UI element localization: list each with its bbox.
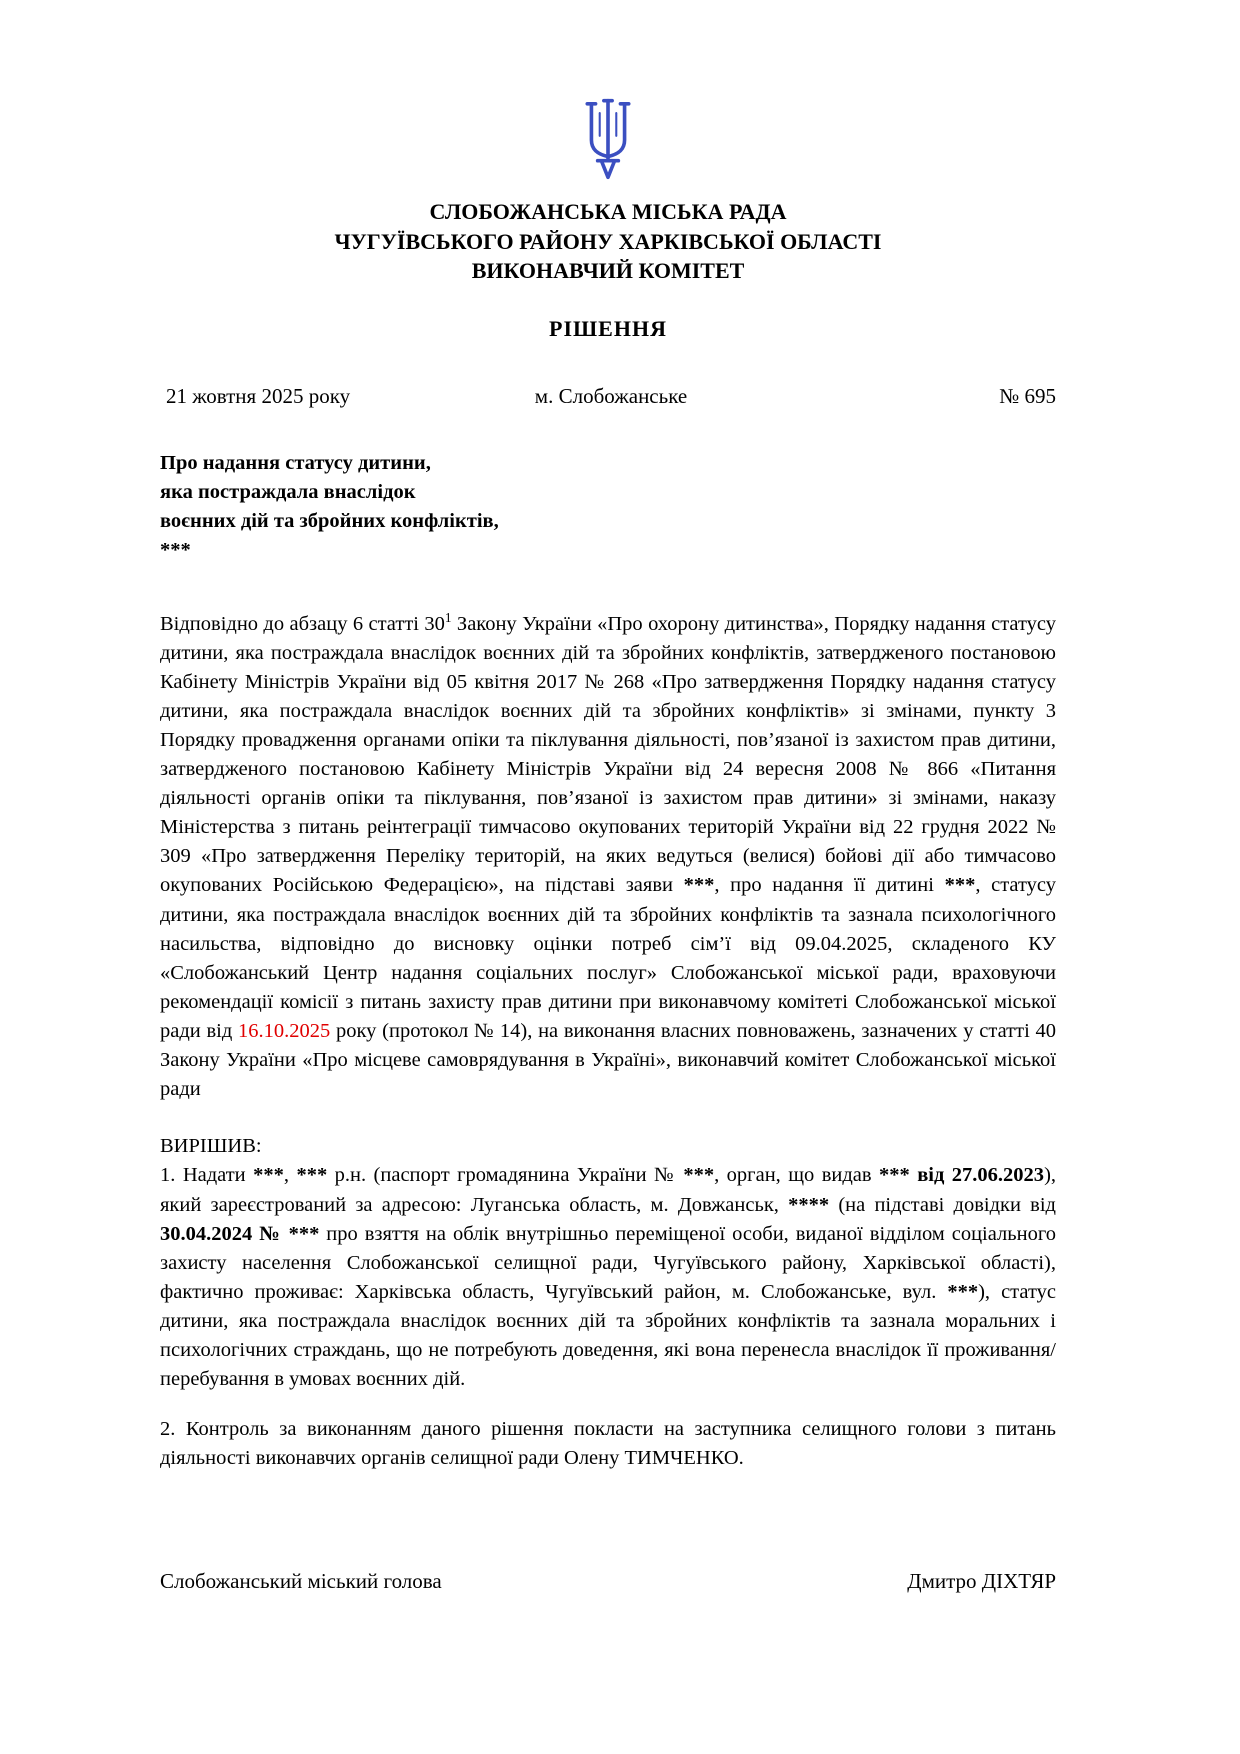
trident-emblem-icon [579, 96, 637, 184]
decision-heading: ВИРІШИВ: [160, 1135, 262, 1158]
subject-line-4: *** [160, 539, 191, 562]
decision-point-1: 1. Надати ***, *** р.н. (паспорт громадянина України № ***, орган, що видав *** від 27.06.2023), який зареєстрований за адресою: Луганська область, м. Довжанськ, **** (на підставі довідки від 30.04.2024 № *** про взяття на облік внутрішньо переміщеної особи, виданої відділом соціального захисту населення Слобожанської селищної ради, Чугуївського району, Харківської області), фактично проживає: Харківська область, Чугуївський район, м. Слобожанське, вул. ***), статус дитини, яка постраждала внаслідок воєнних дій та збройних конфліктів та зазнала моральних і психологічних страждань, що не потребують доведення, які вона перенесла внаслідок її проживання/перебування в умовах воєнних дій. [160, 1164, 1057, 1391]
signature-block [160, 1569, 1056, 1594]
document-place: м. Слобожанське [534, 384, 688, 409]
preamble-paragraph: Відповідно до абзацу 6 статті $30^1$ Закону України «Про охорону дитинства», Порядку надання статусу дитини, яка постраждала внаслідок воєнних дій та збройних конфліктів, затвердженого постановою Кабінету Міністрів України від 05 квітня 2017 № 268 «Про затвердження Порядку надання статусу дитини, яка постраждала внаслідок воєнних дій та збройних конфліктів» зі змінами, пункту 3 Порядку провадження органами опіки та піклування діяльності, пов’язаної із захистом прав дитини, затвердженого постановою Кабінету Міністрів України від 24 вересня 2008 № 866 «Питання діяльності органів опіки та піклування, пов’язаної із захистом прав дитини» зі змінами, наказу Міністерства з питань реінтеграції тимчасово окупованих територій України від 22 грудня 2022 № 309 «Про затвердження Переліку територій, на яких ведуться (велися) бойові дії або тимчасово окупованих Російською Федерацією», на підставі заяви ***, про надання її дитині ***, статусу дитини, яка постраждала внаслідок воєнних дій та збройних конфліктів та зазнала психологічного насильства, відповідно до висновку оцінки потреб сім’ї від 09.04.2025, складеного КУ «Слобожанський Центр надання соціальних послуг» Слобожанської міської ради, враховуючи рекомендації комісії з питань захисту прав дитини при виконавчому комітеті Слобожанської міської ради від 16.10.2025 року (протокол № 14), на виконання власних повноважень, зазначених у статті 40 Закону України «Про місцеве самоврядування в Україні», виконавчий комітет Слобожанської міської ради [160, 609, 1056, 1101]
subject-line-3: воєнних дій та збройних конфліктів, [160, 510, 499, 533]
org-name-line1: СЛОБОЖАНСЬКА МІСЬКА РАДА [429, 199, 787, 224]
signatory-name: Дмитро ДІХТЯР [907, 1569, 1056, 1594]
org-name-line2: ЧУГУЇВСЬКОГО РАЙОНУ ХАРКІВСЬКОЇ ОБЛАСТІ [334, 228, 882, 254]
document-type-title: РІШЕННЯ [549, 316, 667, 342]
org-name-line3: ВИКОНАВЧИЙ КОМІТЕТ [471, 258, 745, 284]
trident-emblem-strokes [587, 101, 628, 178]
subject-line-1: Про надання статусу дитини, [160, 452, 431, 475]
organization-header [160, 197, 1056, 286]
document-meta-row [160, 384, 1056, 409]
decision-point-2: 2. Контроль за виконанням даного рішення покласти на заступника селищного голови з питань діяльності виконавчих органів селищної ради Олену ТИМЧЕНКО. [160, 1417, 1056, 1469]
subject-line-2: яка постраждала внаслідок [160, 481, 416, 504]
document-date: 21 жовтня 2025 року [166, 384, 351, 409]
document-number: № 695 [999, 384, 1057, 409]
document-subject [160, 449, 1056, 565]
emblem-container [160, 96, 1056, 189]
signatory-position: Слобожанський міський голова [160, 1569, 442, 1594]
